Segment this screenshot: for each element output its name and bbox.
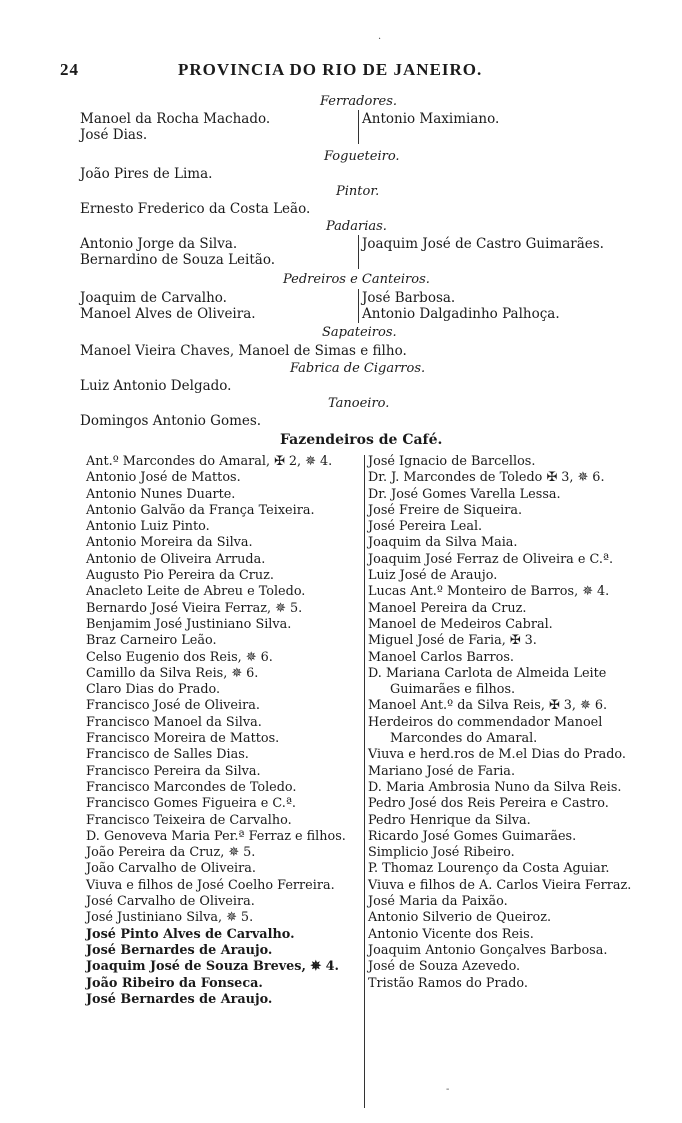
list-item: José Bernardes de Araujo. bbox=[86, 991, 273, 1007]
list-item: Lucas Ant.º Monteiro de Barros, ✵ 4. bbox=[368, 584, 610, 600]
trade-title-sapateiros: Sapateiros. bbox=[322, 325, 397, 340]
list-item: Francisco Manoel da Silva. bbox=[86, 714, 262, 730]
list-item: João Carvalho de Oliveira. bbox=[86, 861, 256, 877]
page-number: 24 bbox=[60, 60, 79, 79]
trade-entry: Antonio Jorge da Silva. bbox=[80, 236, 238, 252]
list-item: José Ignacio de Barcellos. bbox=[368, 454, 536, 469]
page-header bbox=[60, 60, 550, 82]
list-item: D. Maria Ambrosia Nuno da Silva Reis. bbox=[368, 779, 622, 795]
list-item: João Pereira da Cruz, ✵ 5. bbox=[86, 845, 256, 861]
trade-entry: Antonio Dalgadinho Palhoça. bbox=[362, 306, 560, 322]
trade-title-padarias: Padarias. bbox=[326, 219, 387, 234]
list-item: Ricardo José Gomes Guimarães. bbox=[368, 828, 577, 844]
trade-entry: Luiz Antonio Delgado. bbox=[80, 378, 232, 394]
list-item: Bernardo José Vieira Ferraz, ✵ 5. bbox=[86, 600, 303, 616]
trade-entry: Joaquim José de Castro Guimarães. bbox=[362, 236, 604, 252]
trade-title-ferradores: Ferradores. bbox=[320, 94, 398, 109]
trade-entry: Manoel da Rocha Machado. bbox=[80, 111, 271, 127]
trade-entry: João Pires de Lima. bbox=[80, 166, 213, 182]
list-item: Francisco José de Oliveira. bbox=[86, 698, 260, 714]
column-divider bbox=[358, 289, 359, 323]
trade-entry: José Barbosa. bbox=[362, 290, 456, 306]
list-item: Joaquim José Ferraz de Oliveira e C.ª. bbox=[368, 551, 614, 567]
list-item: Ant.º Marcondes do Amaral, ✠ 2, ✵ 4. bbox=[86, 454, 333, 469]
list-item: José Freire de Siqueira. bbox=[368, 502, 523, 518]
trade-title-fabrica: Fabrica de Cigarros. bbox=[290, 361, 426, 376]
list-item: Viuva e filhos de José Coelho Ferreira. bbox=[86, 877, 335, 893]
list-item: Viuva e herd.ros de M.el Dias do Prado. bbox=[368, 747, 626, 763]
list-item: Celso Eugenio dos Reis, ✵ 6. bbox=[86, 649, 273, 665]
list-item: Camillo da Silva Reis, ✵ 6. bbox=[86, 665, 259, 681]
list-item: Antonio José de Mattos. bbox=[86, 470, 241, 486]
list-item: Antonio Vicente dos Reis. bbox=[368, 926, 534, 942]
list-item: José Pereira Leal. bbox=[368, 519, 483, 535]
list-item: José Pinto Alves de Carvalho. bbox=[86, 926, 295, 942]
list-item: Francisco de Salles Dias. bbox=[86, 747, 249, 763]
list-item: P. Thomaz Lourenço da Costa Aguiar. bbox=[368, 861, 610, 877]
list-item: João Ribeiro da Fonseca. bbox=[86, 975, 263, 991]
trade-entry: Bernardino de Souza Leitão. bbox=[80, 252, 276, 268]
trade-entry: Ernesto Frederico da Costa Leão. bbox=[80, 201, 311, 217]
list-item: Antonio Luiz Pinto. bbox=[86, 519, 210, 535]
list-item: Mariano José de Faria. bbox=[368, 763, 516, 779]
fazendeiros-left-column bbox=[86, 454, 362, 1008]
trade-title-pedreiros: Pedreiros e Canteiros. bbox=[283, 272, 430, 287]
decorative-mark: · bbox=[378, 34, 382, 45]
list-item: Antonio Silverio de Queiroz. bbox=[368, 910, 552, 926]
page-title: PROVINCIA DO RIO DE JANEIRO. bbox=[178, 60, 483, 79]
list-item: Dr. J. Marcondes de Toledo ✠ 3, ✵ 6. bbox=[368, 470, 605, 486]
list-item: Benjamim José Justiniano Silva. bbox=[86, 616, 292, 632]
list-item: Antonio Nunes Duarte. bbox=[86, 486, 236, 502]
trade-entry: José Dias. bbox=[80, 127, 148, 143]
trade-entry: Manoel Alves de Oliveira. bbox=[80, 306, 256, 322]
list-item: Braz Carneiro Leão. bbox=[86, 633, 217, 649]
list-item: Claro Dias do Prado. bbox=[86, 682, 221, 698]
trade-entry: Antonio Maximiano. bbox=[362, 111, 500, 127]
list-item: Francisco Teixeira de Carvalho. bbox=[86, 812, 292, 828]
list-item: Francisco Pereira da Silva. bbox=[86, 763, 261, 779]
list-item: Dr. José Gomes Varella Lessa. bbox=[368, 486, 561, 502]
list-item: Pedro José dos Reis Pereira e Castro. bbox=[368, 796, 609, 812]
list-item: Francisco Gomes Figueira e C.ª. bbox=[86, 796, 296, 812]
trade-entry: Domingos Antonio Gomes. bbox=[80, 413, 262, 429]
list-item: Pedro Henrique da Silva. bbox=[368, 812, 531, 828]
list-item: Joaquim da Silva Maia. bbox=[368, 535, 518, 551]
list-item: José Justiniano Silva, ✵ 5. bbox=[86, 910, 254, 926]
decorative-mark: - bbox=[446, 1084, 450, 1095]
fazendeiros-right-column bbox=[368, 454, 668, 992]
list-item: Manoel Ant.º da Silva Reis, ✠ 3, ✵ 6. bbox=[368, 698, 608, 714]
list-item: José de Souza Azevedo. bbox=[368, 959, 521, 975]
list-item: Guimarães e filhos. bbox=[390, 682, 516, 698]
list-item: Herdeiros do commendador Manoel bbox=[368, 714, 603, 730]
list-item: Antonio Moreira da Silva. bbox=[86, 535, 253, 551]
list-item: Francisco Moreira de Mattos. bbox=[86, 731, 280, 747]
list-item: D. Mariana Carlota de Almeida Leite bbox=[368, 665, 607, 681]
list-item: D. Genoveva Maria Per.ª Ferraz e filhos. bbox=[86, 828, 346, 844]
list-item: Simplicio José Ribeiro. bbox=[368, 845, 515, 861]
list-item: Augusto Pio Pereira da Cruz. bbox=[86, 568, 274, 584]
trade-entry: Joaquim de Carvalho. bbox=[80, 290, 227, 306]
list-item: José Bernardes de Araujo. bbox=[86, 942, 273, 958]
section-title-fazendeiros: Fazendeiros de Café. bbox=[280, 432, 443, 448]
list-item: Antonio de Oliveira Arruda. bbox=[86, 551, 266, 567]
list-item: Joaquim José de Souza Breves, ✵ 4. bbox=[86, 959, 339, 975]
trade-title-tanoeiro: Tanoeiro. bbox=[328, 396, 390, 411]
list-item: Marcondes do Amaral. bbox=[390, 731, 538, 747]
trade-title-pintor: Pintor. bbox=[336, 184, 380, 199]
list-item: Manoel de Medeiros Cabral. bbox=[368, 616, 553, 632]
column-divider bbox=[364, 455, 365, 1108]
list-item: Viuva e filhos de A. Carlos Vieira Ferraz. bbox=[368, 877, 632, 893]
list-item: Luiz José de Araujo. bbox=[368, 568, 498, 584]
list-item: Anacleto Leite de Abreu e Toledo. bbox=[86, 584, 306, 600]
list-item: Antonio Galvão da França Teixeira. bbox=[86, 502, 315, 518]
list-item: José Maria da Paixão. bbox=[368, 894, 508, 910]
list-item: Miguel José de Faria, ✠ 3. bbox=[368, 633, 537, 649]
trade-title-fogueteiro: Fogueteiro. bbox=[324, 149, 400, 164]
column-divider bbox=[358, 235, 359, 269]
list-item: Manoel Carlos Barros. bbox=[368, 649, 514, 665]
trade-entry: Manoel Vieira Chaves, Manoel de Simas e filho. bbox=[80, 343, 407, 359]
list-item: Tristão Ramos do Prado. bbox=[368, 975, 528, 991]
list-item: Joaquim Antonio Gonçalves Barbosa. bbox=[368, 942, 608, 958]
list-item: José Carvalho de Oliveira. bbox=[86, 894, 255, 910]
column-divider bbox=[358, 110, 359, 144]
list-item: Manoel Pereira da Cruz. bbox=[368, 600, 527, 616]
list-item: Francisco Marcondes de Toledo. bbox=[86, 779, 297, 795]
